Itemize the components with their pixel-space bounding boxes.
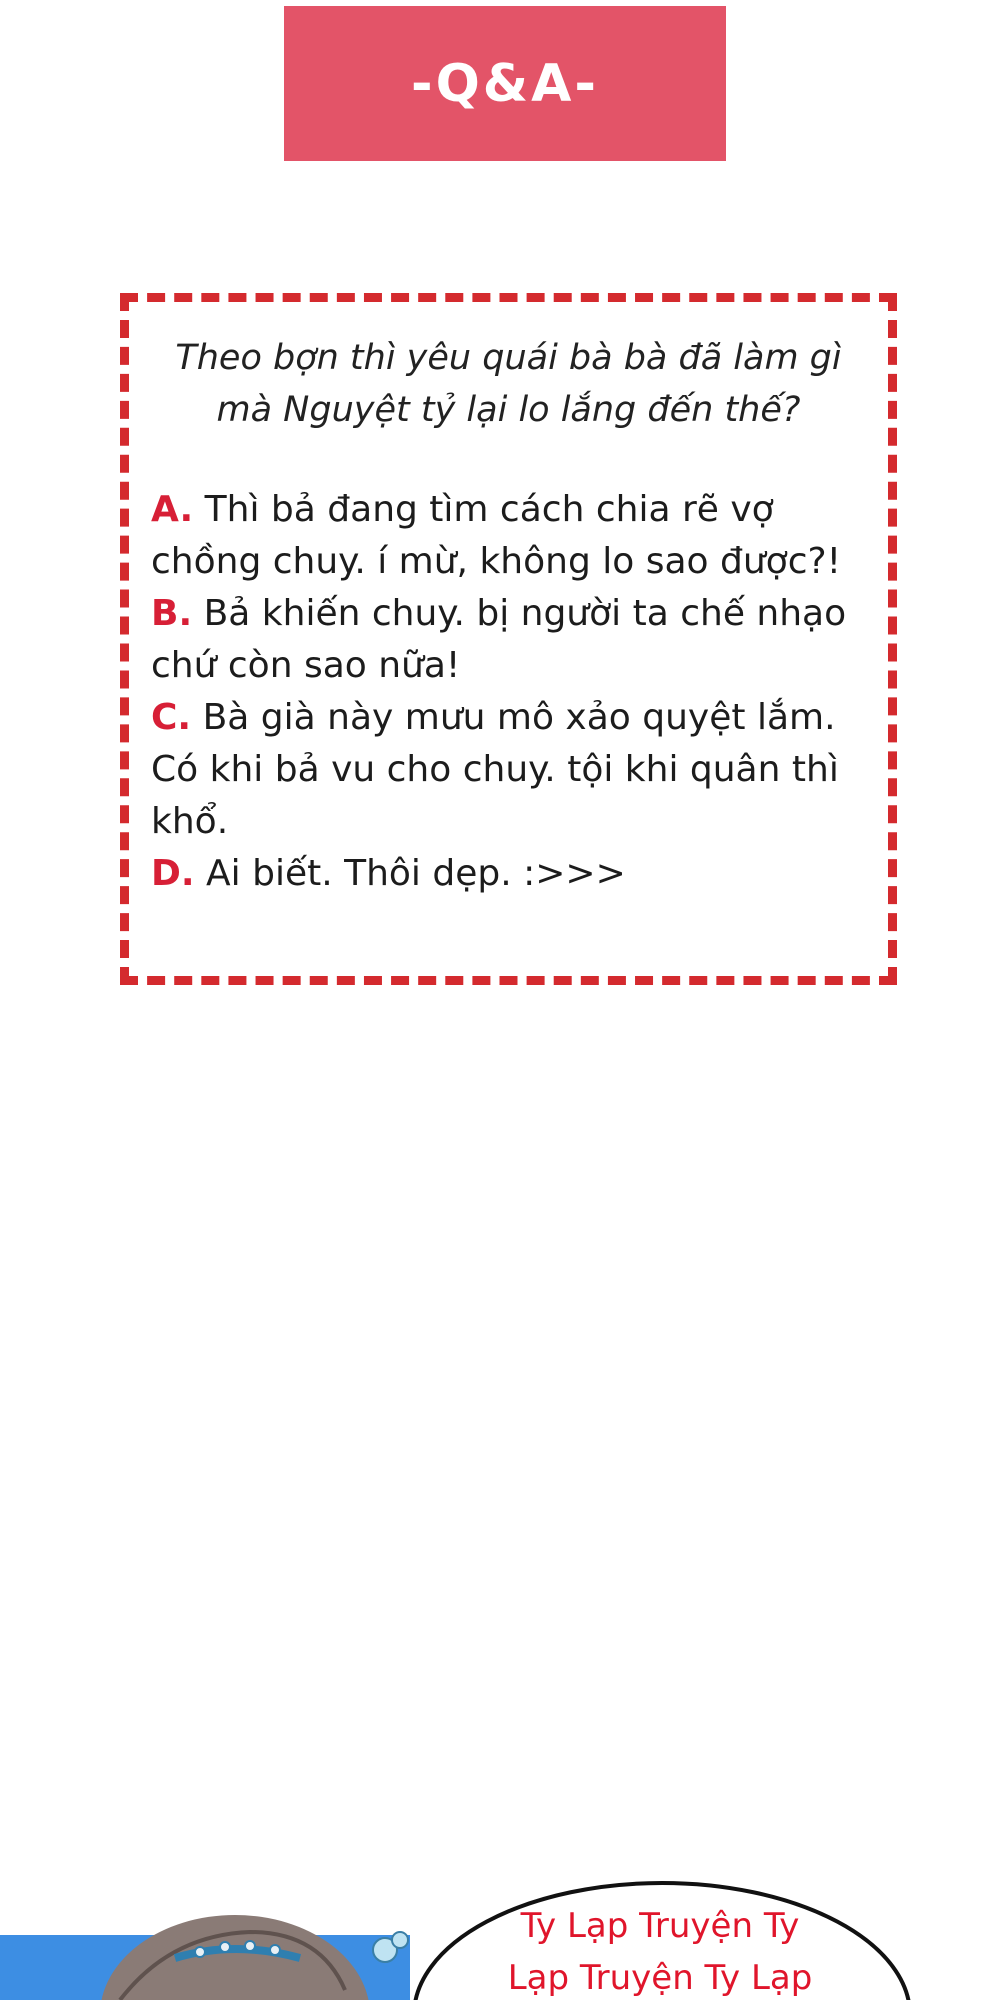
question-line: mà Nguyệt tỷ lại lo lắng đến thế? xyxy=(216,390,801,430)
answer-text: Thì bả đang tìm cách chia rẽ vợ xyxy=(204,489,774,530)
headband-bead xyxy=(220,1942,230,1952)
speech-bubble-line: Lạp Truyện Ty Lạp xyxy=(507,1958,813,1998)
answer-text: chồng chuy. í mừ, không lo sao được?! xyxy=(151,541,842,582)
answer-text: Bả khiến chuy. bị người ta chế nhạo xyxy=(203,593,847,634)
question-line: Theo bợn thì yêu quái bà bà đã làm gì xyxy=(175,338,842,378)
headband-bead xyxy=(195,1947,205,1957)
answer-text: khổ. xyxy=(151,801,229,842)
answer-list xyxy=(151,484,881,900)
hair-ornament xyxy=(392,1932,408,1948)
answer-text: Bà già này mưu mô xảo quyệt lắm. xyxy=(202,697,836,738)
answer-d xyxy=(151,848,881,900)
headband-bead xyxy=(245,1941,255,1951)
character-hair xyxy=(100,1915,370,2000)
answer-text: Ai biết. Thôi dẹp. :>>> xyxy=(206,853,626,894)
qa-banner xyxy=(284,6,726,161)
answer-a xyxy=(151,484,881,588)
headband-bead xyxy=(270,1945,280,1955)
speech-bubble-line: Ty Lạp Truyện Ty xyxy=(520,1906,800,1946)
answer-letter: B. xyxy=(151,593,193,634)
answer-letter: A. xyxy=(151,489,194,530)
answer-letter: D. xyxy=(151,853,195,894)
answer-text: Có khi bả vu cho chuy. tội khi quân thì xyxy=(151,749,839,790)
quiz-question xyxy=(129,332,888,436)
answer-c xyxy=(151,692,881,848)
answer-text: chứ còn sao nữa! xyxy=(151,645,461,686)
banner-title: -Q&A- xyxy=(411,53,599,114)
answer-b xyxy=(151,588,881,692)
answer-letter: C. xyxy=(151,697,192,738)
quiz-box xyxy=(120,293,897,985)
